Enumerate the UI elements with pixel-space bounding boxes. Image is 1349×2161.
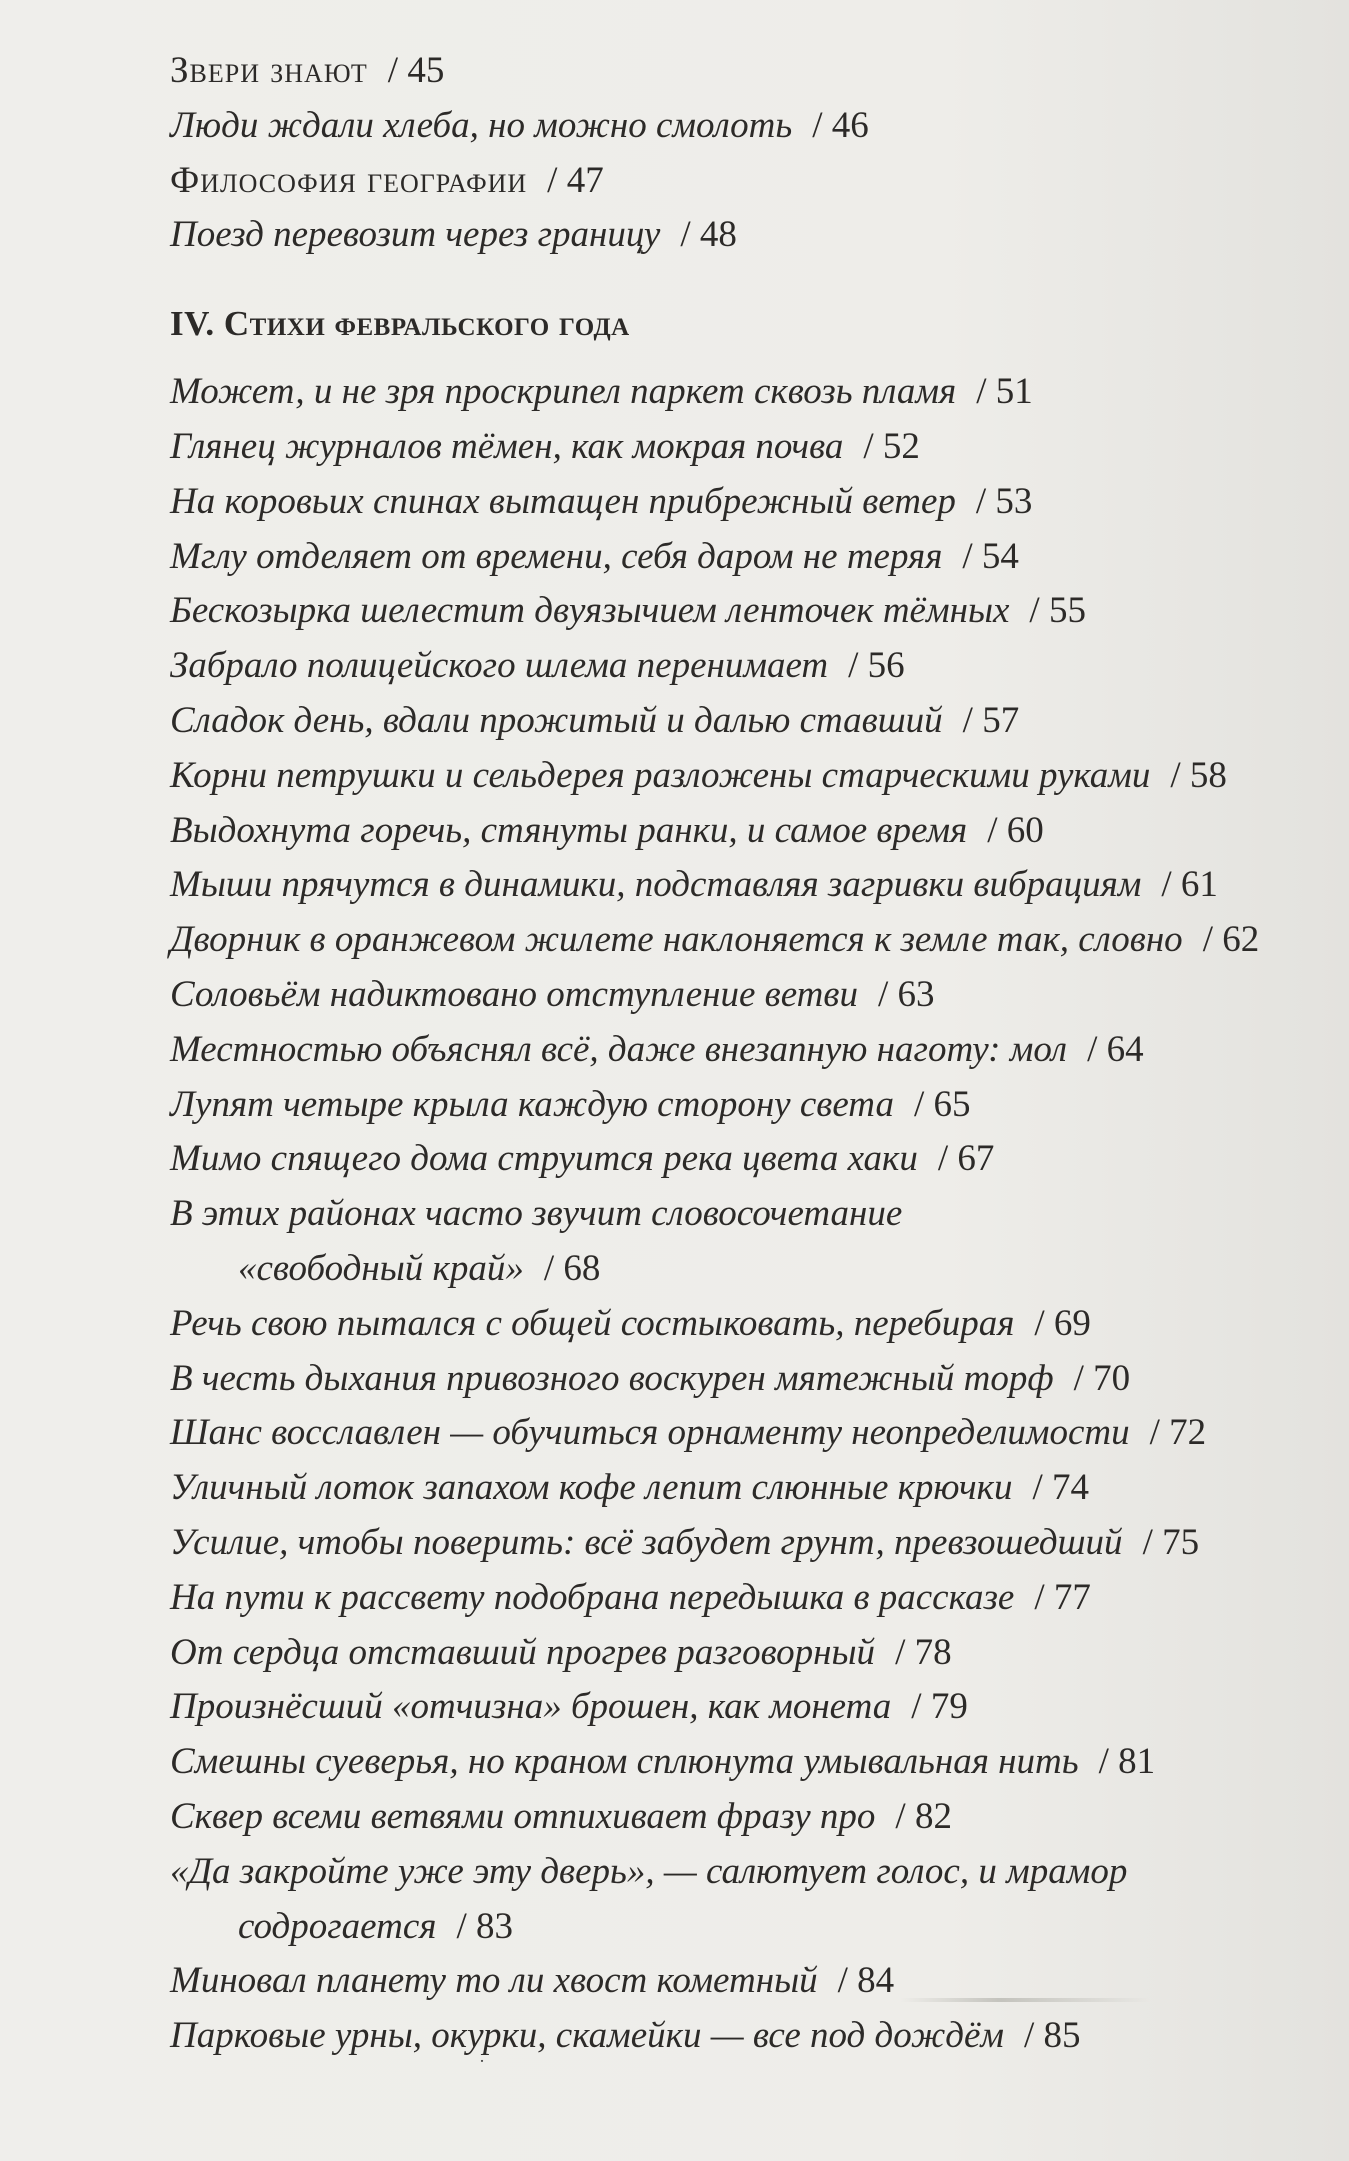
entry-title: Забрало полицейского шлема перенимает [170, 645, 829, 687]
entry-title: Местностью объяснял всё, даже внезапную наготу: мол [170, 1028, 1068, 1070]
entry-title: Лупят четыре крыла каждую сторону света [170, 1083, 894, 1125]
toc-entry [170, 1735, 1349, 1790]
entry-title: Сладок день, вдали прожитый и далью ставший [170, 699, 943, 741]
entry-title: Соловьём надиктовано отступление ветви [170, 973, 858, 1015]
entry-page-number: / 54 [962, 535, 1019, 577]
entry-page-number: / 46 [812, 104, 869, 146]
entry-title: Люди ждали хлеба, но можно смолоть [170, 104, 793, 146]
toc-entry [170, 1845, 1349, 1900]
toc-entry [170, 968, 1349, 1023]
toc-entry [170, 44, 1349, 99]
entry-title: На коровьих спинах вытащен прибрежный ветер [170, 480, 956, 522]
toc-entry [170, 1078, 1349, 1133]
entry-title: Мглу отделяет от времени, себя даром не теряя [170, 535, 943, 577]
entry-page-number: / 77 [1034, 1576, 1091, 1618]
toc-entry [170, 154, 1349, 209]
entry-page-number: / 45 [387, 50, 445, 91]
toc-entry [170, 1626, 1349, 1681]
entry-title: Миновал планету то ли хвост кометный [170, 1960, 818, 2002]
entry-page-number: / 81 [1098, 1741, 1156, 1783]
entry-title: содрогается [238, 1905, 437, 1947]
entry-page-number: / 60 [987, 809, 1044, 851]
toc-entry [170, 1571, 1349, 1626]
toc-entry [170, 530, 1349, 585]
toc-entry [170, 208, 1349, 263]
entry-title: Философия географии [170, 159, 528, 201]
entry-page-number: / 85 [1023, 2015, 1081, 2057]
toc-entry [170, 1406, 1349, 1461]
entry-title: От сердца отставший прогрев разговорный [170, 1631, 876, 1673]
entry-page-number: / 58 [1170, 754, 1227, 796]
toc-top-entries [170, 44, 1349, 263]
entry-page-number: / 82 [895, 1795, 952, 1837]
toc-entry [170, 99, 1349, 154]
toc-entry [170, 2009, 1349, 2064]
entry-page-number: / 63 [877, 973, 935, 1015]
entry-title: «Да закройте уже эту дверь», — салютует голос, и мрамор [170, 1850, 1128, 1892]
entry-title: Мимо спящего дома струится река цвета хаки [170, 1138, 918, 1180]
entry-page-number: / 53 [975, 480, 1033, 522]
entry-page-number: / 72 [1149, 1412, 1207, 1454]
toc-entry [170, 1680, 1349, 1735]
toc-entry [170, 1023, 1349, 1078]
entry-page-number: / 55 [1029, 590, 1086, 632]
toc-entry [170, 1187, 1349, 1242]
entry-page-number: / 47 [547, 159, 604, 201]
toc-entry [170, 804, 1349, 859]
entry-title: Глянец журналов тёмен, как мокрая почва [170, 425, 844, 467]
toc-entry [170, 639, 1349, 694]
entry-page-number [1127, 1851, 1147, 1892]
toc-entry [170, 858, 1349, 913]
toc-entry [170, 1352, 1349, 1407]
toc-entry [170, 1461, 1349, 1516]
toc-entry [170, 1954, 1349, 2009]
entry-title: Усилие, чтобы поверить: всё забудет грунт, превзошедший [170, 1521, 1123, 1563]
entry-title: Поезд перевозит через границу [170, 214, 661, 256]
toc-entry [170, 913, 1349, 968]
entry-title: Произнёсший «отчизна» брошен, как монета [170, 1686, 892, 1728]
toc-section-entries [170, 365, 1349, 2064]
entry-page-number: / 52 [863, 425, 920, 467]
entry-page-number: / 67 [937, 1138, 995, 1180]
entry-title: Звери знают [170, 50, 368, 91]
entry-title: В честь дыхания привозного воскурен мятежный торф [170, 1357, 1054, 1399]
entry-page-number: / 74 [1032, 1467, 1090, 1509]
entry-title: Бескозырка шелестит двуязычием ленточек тёмных [170, 590, 1010, 632]
entry-title: Смешны суеверья, но краном сплюнута умывальная нить [170, 1741, 1079, 1783]
entry-page-number: / 61 [1161, 864, 1218, 906]
toc-entry [170, 1132, 1349, 1187]
toc-entry [170, 1242, 1349, 1297]
entry-page-number: / 78 [895, 1631, 952, 1673]
entry-page-number: / 56 [848, 645, 905, 687]
entry-page-number: / 69 [1034, 1302, 1091, 1344]
toc-entry [170, 749, 1349, 804]
entry-title: Дворник в оранжевом жилете наклоняется к земле так, словно [170, 919, 1183, 961]
entry-page-number: / 65 [913, 1083, 971, 1125]
table-of-contents [170, 44, 1349, 2064]
entry-title: Парковые урны, окурки, скамейки — все под дождём [170, 2015, 1004, 2057]
entry-title: Выдохнута горечь, стянуты ранки, и самое время [170, 809, 968, 851]
entry-page-number: / 68 [543, 1247, 601, 1289]
toc-entry [170, 584, 1349, 639]
section-heading: IV. Стихи февральского года [170, 304, 630, 344]
entry-title: В этих районах часто звучит словосочетание [170, 1193, 903, 1235]
toc-entry [170, 1900, 1349, 1955]
entry-page-number: / 48 [680, 214, 737, 256]
entry-title: Мыши прячутся в динамики, подставляя загривки вибрациям [170, 864, 1142, 906]
toc-entry [170, 1516, 1349, 1571]
entry-page-number [902, 1193, 922, 1234]
entry-title: На пути к рассвету подобрана передышка в рассказе [170, 1576, 1015, 1618]
toc-entry [170, 475, 1349, 530]
entry-title: Корни петрушки и сельдерея разложены старческими руками [170, 754, 1151, 796]
toc-entry [170, 1790, 1349, 1845]
entry-page-number: / 70 [1073, 1357, 1131, 1399]
paper-smudge [900, 1998, 1150, 2002]
entry-page-number: / 64 [1087, 1028, 1144, 1070]
entry-page-number: / 83 [456, 1905, 513, 1947]
entry-page-number: / 79 [911, 1686, 968, 1728]
entry-title: Сквер всеми ветвями отпихивает фразу про [170, 1795, 876, 1837]
entry-page-number: / 84 [837, 1960, 895, 2002]
toc-entry [170, 1297, 1349, 1352]
entry-page-number: / 51 [976, 371, 1033, 413]
entry-page-number: / 57 [962, 699, 1020, 741]
entry-page-number: / 75 [1142, 1521, 1200, 1563]
entry-title: «свободный край» [238, 1247, 524, 1289]
entry-title: Шанс восславлен — обучиться орнаменту неопределимости [170, 1412, 1130, 1454]
entry-title: Речь свою пытался с общей состыковать, перебирая [170, 1302, 1015, 1344]
entry-page-number: / 62 [1202, 919, 1260, 961]
toc-entry [170, 694, 1349, 749]
entry-title: Может, и не зря проскрипел паркет сквозь пламя [170, 371, 957, 413]
toc-entry [170, 365, 1349, 420]
toc-entry [170, 420, 1349, 475]
entry-title: Уличный лоток запахом кофе лепит слюнные крючки [170, 1467, 1013, 1509]
